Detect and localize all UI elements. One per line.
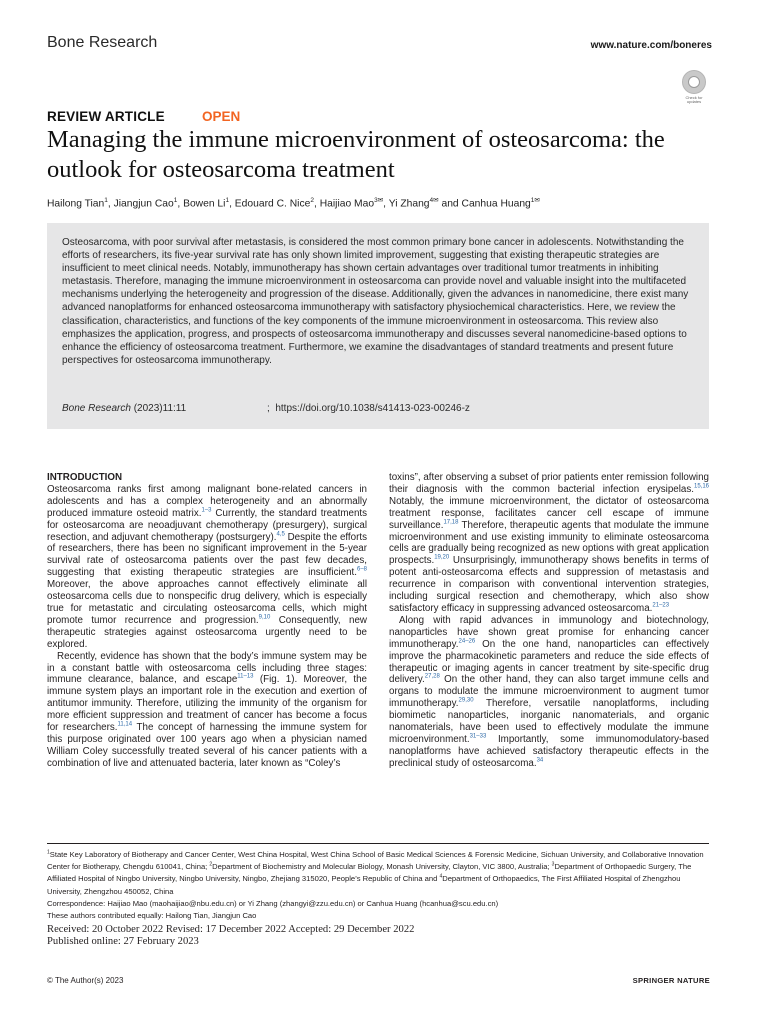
check-for-updates-badge[interactable] [679,70,709,106]
affiliation-text: Department of Orthopaedic Surgery, The Affiliated Hospital of Ningbo University, Ningbo University, Ningbo, Zhejiang 315020, People’s Republic of China and [47,862,692,884]
affiliation-marker: 3 [551,861,555,868]
reference-link[interactable]: 34 [536,757,544,764]
body-text: Notably, the immune microenvironment, the dictator of osteosarcoma treatment response, facilitates cancer cell escape of immune surveillance. [389,495,709,531]
abstract-text: Osteosarcoma, with poor survival after metastasis, is considered the most common primary bone cancer in adolescents. Notwithstanding the efforts of researchers, its five-year survival rate has only shown limited improvement, suggesting that existing therapeutic strategies are insufficient to meet clinical needs. Notably, immunotherapy has shown certain advantages over traditional tumor treatments in inhibiting metastasis. Therefore, managing the immune microenvironment in osteosarcoma can provide novel and valuable insight into the multifaceted mechanisms underlying the heterogeneity and progression of the disease. Additionally, given the advances in nanomedicine, there exist many advanced nanoplatforms for enhanced osteosarcoma immunotherapy with satisfactory physiochemical characteristics. Here, we review the classification, characteristics, and functions of the key components of the immune microenvironment in osteosarcoma. This review also emphasizes the application, progress, and prospects of osteosarcoma immunotherapy and discusses several nanomedicine-based options to enhance the efficiency of osteosarcoma treatment. Furthermore, we examine the disadvantages of standard treatments and present future perspectives for osteosarcoma immunotherapy. [62,237,689,366]
author-name[interactable]: Canhua Huang [461,198,531,210]
author-name[interactable]: Jiangjun Cao [113,198,174,210]
reference-link[interactable]: 1–3 [201,507,212,514]
author-separator: , [177,198,184,210]
author-separator: and [438,198,462,210]
body-text: The concept of harnessing the immune system for this purpose originated over 100 years ago when a physician named William Coley successfully treated several of his cancer patients with a combination of live and attenuated bacteria, later known as “Coley’s [47,722,367,769]
body-text: Osteosarcoma ranks first among malignant bone-related cancers in adolescents and has a complex heterogeneity and an abnormally produced immature osteoid matrix. [47,483,367,519]
author-affiliation-marker: 1 [173,197,178,204]
received-dates: Received: 20 October 2022 Revised: 17 December 2022 Accepted: 29 December 2022 [47,924,415,935]
journal-url-link[interactable]: www.nature.com/boneres [590,40,712,51]
section-heading: INTRODUCTION [47,472,123,483]
article-type-label: REVIEW ARTICLE [47,109,165,124]
journal-name: Bone Research [47,34,158,51]
body-text: Moreover, the above approaches cannot effectively eliminate all osteosarcoma cells due to nonspecific drug delivery, which is especially true for metastatic and circulating osteosarcoma cells, which might promote tumor recurrence and progression. [47,579,367,626]
author-name[interactable]: Edouard C. Nice [234,198,311,210]
affiliation-marker: 1 [47,849,50,856]
author-name[interactable]: Hailong Tian [47,198,105,210]
affiliation-text: Correspondence: Haijiao Mao (maohaijiao@nbu.edu.cn) or Yi Zhang (zhangyi@zzu.edu.cn) or Canhua Huang (hcanhua@scu.edu.cn) [47,898,499,908]
author-affiliation-marker: 1 [104,197,108,204]
author-affiliation-marker: 3✉ [374,197,384,204]
check-for-updates-label: Check for updates [685,95,703,104]
reference-link[interactable]: 9,10 [258,614,271,621]
body-column-right [389,472,709,770]
citation-journal: Bone Research [62,403,131,414]
body-text: Therefore, therapeutic agents that modulate the immune microenvironment and use existing immunity to eliminate osteosarcoma cells are gradually being recognized as new options with great application prospects. [389,519,709,567]
body-text: Importantly, some immunomodulatory-based nanoplatforms have achieved satisfactory therapeutic effects in the preclinical study of osteosarcoma. [389,733,709,769]
body-paragraph [389,615,709,770]
reference-link[interactable]: 24–26 [458,638,476,645]
reference-link[interactable]: 19,20 [434,555,450,562]
body-text: Currently, the standard treatments for osteosarcoma are neoadjuvant chemotherapy (presurgery), surgical resection, and adjuvant chemotherapy (postsurgery). [47,507,368,543]
reference-link[interactable]: 4,5 [276,531,285,538]
copyright-notice: © The Author(s) 2023 [47,976,124,985]
footnote-divider [47,843,709,844]
author-name[interactable]: Haijiao Mao [319,198,375,210]
body-text: On the one hand, nanoparticles can effectively improve the pharmacokinetic parameters and reduce the side effects of therapeutic or imaging agents in cancer treatment by site-specific drug delivery. [389,638,709,686]
reference-link[interactable]: 15,16 [693,483,709,490]
doi-link[interactable]: ; https://doi.org/10.1038/s41413-023-00246-z [267,403,470,414]
author-separator: , [313,198,320,210]
publisher-logo: SPRINGER NATURE [632,976,710,985]
affiliation-marker: 4 [439,873,443,880]
author-list [47,196,737,209]
body-column-left [47,472,367,770]
body-paragraph [47,651,367,770]
affiliation-line [47,910,711,922]
body-text: Recently, evidence has shown that the body’s immune system may be in a constant battle with osteosarcoma cells including three stages: immune clearance, balance, and escape [47,650,367,686]
citation-line [62,403,186,414]
affiliation-marker: 2 [209,861,213,868]
reference-link[interactable]: 27,28 [424,674,440,681]
body-text: Therefore, versatile nanoplatforms, including biomimetic nanoparticles, inorganic nanomaterials, and organic nanomaterials, have been used to effectively modulate the immune microenvironment. [389,698,709,745]
citation-volume: (2023)11:11 [130,403,187,414]
body-paragraph [47,484,367,651]
reference-link[interactable]: 31–33 [469,733,487,740]
reference-link[interactable]: 17,18 [443,519,459,526]
open-access-label: OPEN [202,109,241,124]
dates-block [47,924,711,949]
affiliation-line [47,898,711,910]
body-text: Unsurprisingly, immunotherapy shows benefits in terms of potent anti-osteosarcoma effects and suppression of metastasis and recurrence in comparison with conventional intervention strategies, including surgical resection and chemotherapy, which also show satisfactory efficacy in suppressing advanced osteosarcoma. [389,555,709,614]
published-date: Published online: 27 February 2023 [47,936,199,948]
affiliation-text: These authors contributed equally: Hailong Tian, Jiangjun Cao [47,911,257,921]
author-name[interactable]: Bowen Li [183,198,226,210]
author-affiliation-marker: 2 [310,197,314,204]
article-title: Managing the immune microenvironment of osteosarcoma: the outlook for osteosarcoma treatment [47,126,665,183]
author-name[interactable]: Yi Zhang [388,198,430,210]
body-text: Along with rapid advances in immunology and biotechnology, nanoparticles have shown great promise for enhancing cancer immunotherapy. [389,614,709,650]
author-separator: , [229,198,235,210]
body-text: Consequently, new therapeutic strategies against osteosarcoma urgently need to be explored. [47,614,367,650]
affiliation-text: State Key Laboratory of Biotherapy and Cancer Center, West China Hospital, West China School of Basic Medical Sciences & Forensic Medicine, Sichuan University, and Collaborative Innovation Center for Biotherapy, Chengdu 610041, China; [47,850,704,872]
reference-link[interactable]: 29,30 [458,697,474,704]
body-paragraph [389,472,709,615]
author-separator: , [383,198,389,210]
body-text: Despite the efforts of researchers, there has been no significant improvement in the 5-year survival rate of osteosarcoma patients over the past few decades, suggesting that existing therapeutic strategies are insufficient. [47,531,367,579]
affiliation-line [47,849,711,898]
body-text: On the other hand, they can also target immune cells and organs to modulate the immune microenvironment to augment tumor immunotherapy. [389,674,709,710]
reference-link[interactable]: 21–23 [652,602,670,609]
reference-link[interactable]: 11–13 [237,674,254,681]
affiliation-text: Department of Biochemistry and Molecular Biology, Monash University, Clayton, VIC 3800, Australia; [212,862,552,872]
check-for-updates-icon [682,70,706,94]
affiliations-block [47,849,711,922]
body-text: (Fig. 1). Moreover, the immune system plays an important role in the execution and exertion of antitumor immunity. Therefore, utilizing the immunity of the organism for more efficient suppression and treatment of cancer has become a focus for researchers. [47,674,367,734]
affiliation-text: Department of Orthopaedics, The First Affiliated Hospital of Zhengzhou University, Zhengzhou 450052, China [47,874,681,896]
author-affiliation-marker: 1✉ [530,197,540,204]
author-affiliation-marker: 4✉ [429,197,439,204]
author-affiliation-marker: 1 [225,197,230,204]
body-text: toxins”, after observing a subset of prior patients enter remission following their diagnosis with the common bacterial infection erysipelas. [389,472,709,495]
reference-link[interactable]: 11,14 [117,721,133,728]
author-separator: , [107,198,114,210]
reference-link[interactable]: 6–8 [356,566,367,573]
